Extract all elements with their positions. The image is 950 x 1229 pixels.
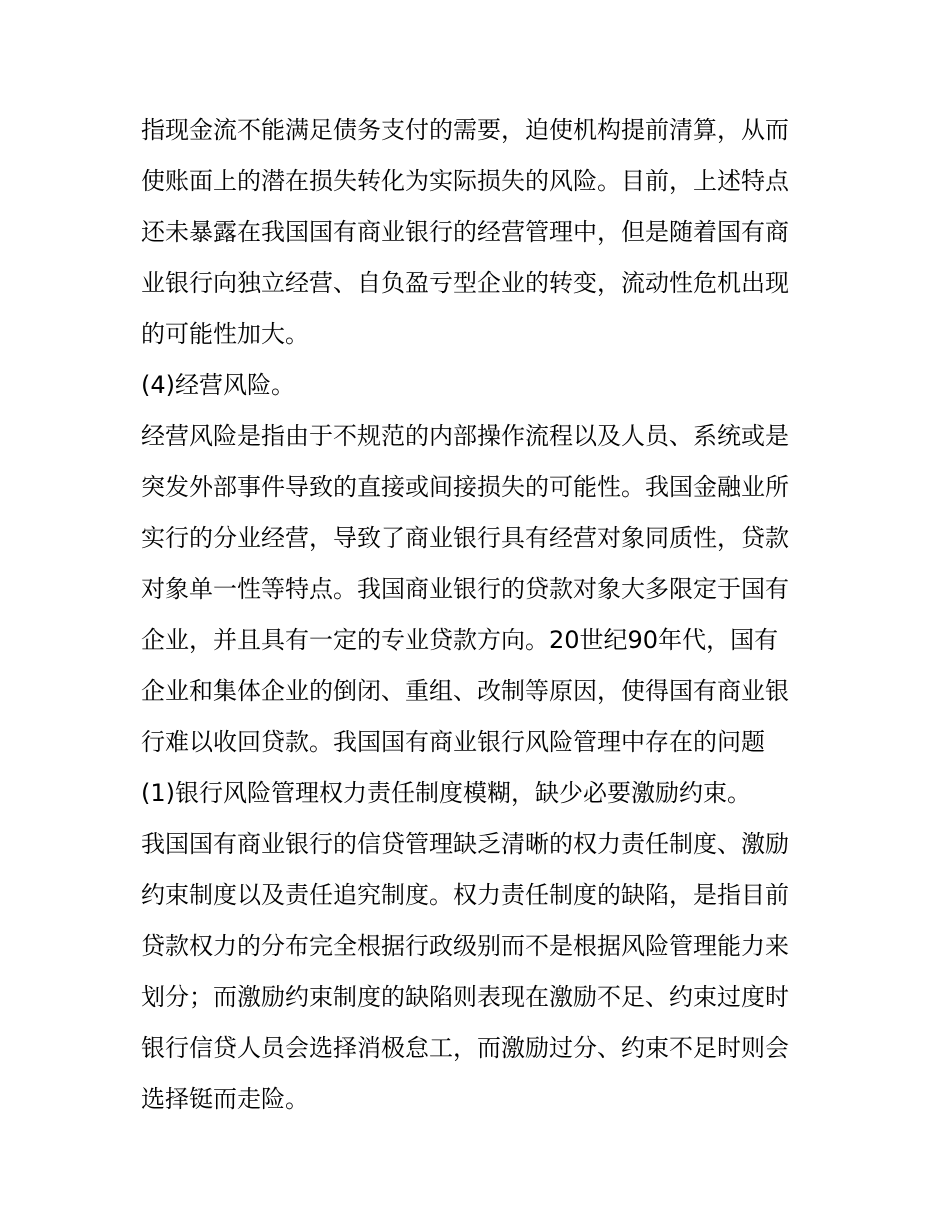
text-line: 约束制度以及责任追究制度。权力责任制度的缺陷，是指目前 [141,881,789,909]
text-line: 的可能性加大。 [141,320,309,348]
document-body [141,105,813,1125]
text-line: 对象单一性等特点。我国商业银行的贷款对象大多限定于国有 [141,575,789,603]
text-line: 划分；而激励约束制度的缺陷则表现在激励不足、约束过度时 [141,983,789,1011]
text-line: 我国国有商业银行的信贷管理缺乏清晰的权力责任制度、激励 [141,830,789,858]
text-line: 突发外部事件导致的直接或间接损失的可能性。我国金融业所 [141,473,789,501]
text-line: 业银行向独立经营、自负盈亏型企业的转变，流动性危机出现 [141,269,789,297]
text-line: 贷款权力的分布完全根据行政级别而不是根据风险管理能力来 [141,932,789,960]
section-heading: (4)经营风险。 [141,371,295,399]
text-line: 指现金流不能满足债务支付的需要，迫使机构提前清算，从而 [141,116,789,144]
text-line: 实行的分业经营，导致了商业银行具有经营对象同质性，贷款 [141,524,789,552]
text-line: 行难以收回贷款。我国国有商业银行风险管理中存在的问题 [141,728,765,756]
text-line: 使账面上的潜在损失转化为实际损失的风险。目前，上述特点 [141,167,789,195]
text-line: 选择铤而走险。 [141,1085,309,1113]
text-line: 经营风险是指由于不规范的内部操作流程以及人员、系统或是 [141,422,789,450]
text-line: 还未暴露在我国国有商业银行的经营管理中，但是随着国有商 [141,218,789,246]
section-heading: (1)银行风险管理权力责任制度模糊，缺少必要激励约束。 [141,779,751,807]
text-line: 企业，并且具有一定的专业贷款方向。20世纪90年代，国有 [141,626,779,654]
text-line: 银行信贷人员会选择消极怠工，而激励过分、约束不足时则会 [141,1034,789,1062]
text-line: 企业和集体企业的倒闭、重组、改制等原因，使得国有商业银 [141,677,789,705]
